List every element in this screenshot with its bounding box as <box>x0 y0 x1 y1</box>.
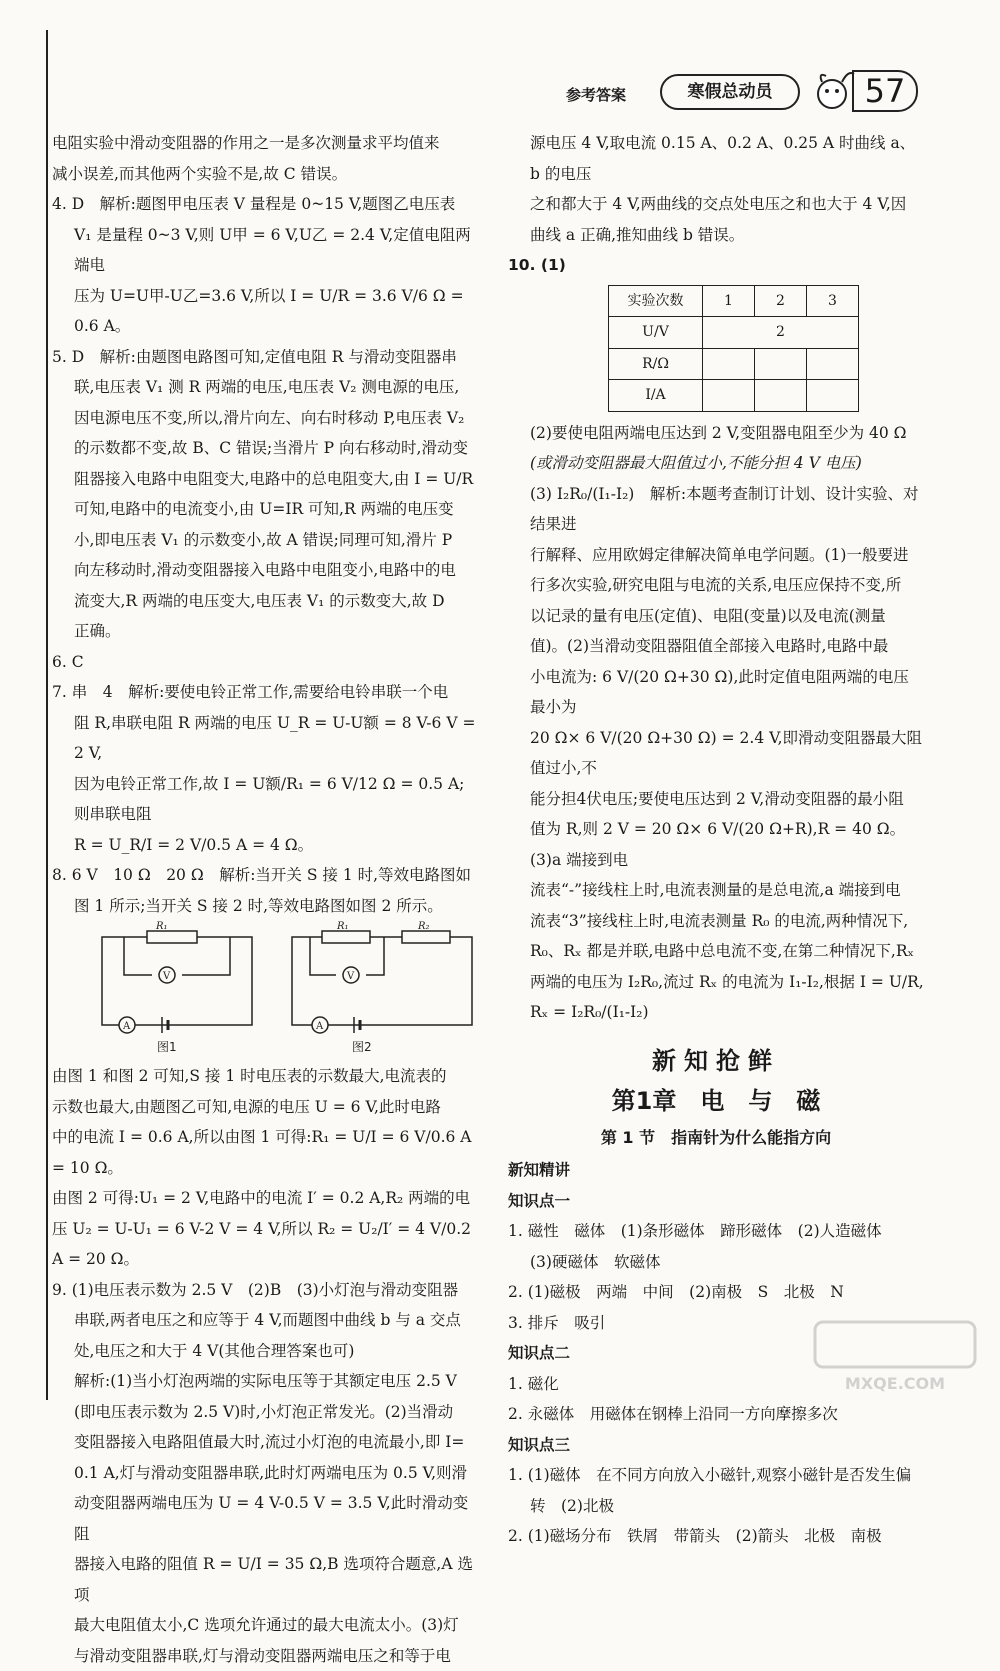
subheading: 知识点一 <box>508 1186 924 1217</box>
text-line: 两端的电压为 I₂R₀,流过 Rₓ 的电流为 I₁-I₂,根据 I = U/R, <box>508 967 924 998</box>
text-line: 动变阻器两端电压为 U = 4 V-0.5 V = 3.5 V,此时滑动变阻 <box>52 1488 478 1549</box>
text-line: 由图 2 可得:U₁ = 2 V,电路中的电流 I′ = 0.2 A,R₂ 两端的电 <box>52 1183 478 1214</box>
text-line: 20 Ω× 6 V/(20 Ω+30 Ω) = 2.4 V,即滑动变阻器最大阻值过小,不 <box>508 723 924 784</box>
text-line: 之和都大于 4 V,两曲线的交点处电压之和也大于 4 V,因 <box>508 189 924 220</box>
table-row <box>609 317 859 349</box>
text-line: 2. (1)磁场分布 铁屑 带箭头 (2)箭头 北极 南极 <box>508 1521 924 1552</box>
text-line: 流变大,R 两端的电压变大,电压表 V₁ 的示数变大,故 D <box>52 586 478 617</box>
subheading: 知识点三 <box>508 1430 924 1461</box>
watermark-text: MXQE.COM <box>845 1374 945 1393</box>
text-line: 行多次实验,研究电阻与电流的关系,电压应保持不变,所 <box>508 570 924 601</box>
chapter-title: 第1章 电 与 磁 <box>508 1086 924 1117</box>
subheading: 新知精讲 <box>508 1155 924 1186</box>
text-line: R = U_R/I = 2 V/0.5 A = 4 Ω。 <box>52 830 478 861</box>
svg-text:A: A <box>315 1021 324 1032</box>
svg-text:R₂: R₂ <box>417 921 430 932</box>
circuit-diagrams-svg <box>52 927 478 1057</box>
table-cell <box>755 348 807 380</box>
text-line: (2)要使电阻两端电压达到 2 V,变阻器电阻至少为 40 Ω <box>508 418 924 449</box>
text-line: 可知,电路中的电流变小,由 U=IR 可知,R 两端的电压变 <box>52 494 478 525</box>
left-column <box>52 128 478 1671</box>
table-cell <box>807 380 859 412</box>
text-line: 阻器接入电路中电阻变大,电路中的总电阻变大,由 I = U/R <box>52 464 478 495</box>
text-line: 2. (1)磁极 两端 中间 (2)南极 S 北极 N <box>508 1277 924 1308</box>
text-line: 1. 磁化 <box>508 1369 924 1400</box>
question-10-label: 10. (1) <box>508 250 924 281</box>
svg-text:V: V <box>162 971 171 982</box>
text-line: 与滑动变阻器串联,灯与滑动变阻器两端电压之和等于电 <box>52 1641 478 1671</box>
svg-text:A: A <box>122 1021 131 1032</box>
text-line: 串联,两者电压之和应等于 4 V,而题图中曲线 b 与 a 交点 <box>52 1305 478 1336</box>
table-cell: 1 <box>703 285 755 317</box>
lesson-title: 第 1 节 指南针为什么能指方向 <box>508 1123 924 1154</box>
table-row <box>609 380 859 412</box>
mascot-icon <box>808 66 856 114</box>
table-cell <box>703 348 755 380</box>
text-line: V₁ 是量程 0~3 V,则 U甲 = 6 V,U乙 = 2.4 V,定值电阻两端电 <box>52 220 478 281</box>
text-line: 中的电流 I = 0.6 A,所以由图 1 可得:R₁ = U/I = 6 V/0.6 A = 10 Ω。 <box>52 1122 478 1183</box>
table-row <box>609 348 859 380</box>
text-line: (3) I₂R₀/(I₁-I₂) 解析:本题考查制订计划、设计实验、对结果进 <box>508 479 924 540</box>
text-line: (3)硬磁体 软磁体 <box>508 1247 924 1278</box>
text-line: 3. 排斥 吸引 <box>508 1308 924 1339</box>
text-line: 解析:(1)当小灯泡两端的实际电压等于其额定电压 2.5 V <box>52 1366 478 1397</box>
table-cell: I/A <box>609 380 703 412</box>
page-spine-line <box>46 30 48 1400</box>
text-line: 因为电铃正常工作,故 I = U额/R₁ = 6 V/12 Ω = 0.5 A;则串联电阻 <box>52 769 478 830</box>
text-line: 电阻实验中滑动变阻器的作用之一是多次测量求平均值来 <box>52 128 478 159</box>
text-line: 9. (1)电压表示数为 2.5 V (2)B (3)小灯泡与滑动变阻器 <box>52 1275 478 1306</box>
header-book-title: 寒假总动员 <box>660 74 800 110</box>
text-line: 流表“3”接线柱上时,电流表测量 R₀ 的电流,两种情况下, <box>508 906 924 937</box>
section-title: 新知抢鲜 <box>508 1046 924 1077</box>
text-line: 源电压 4 V,取电流 0.15 A、0.2 A、0.25 A 时曲线 a、b 的电压 <box>508 128 924 189</box>
table-cell: R/Ω <box>609 348 703 380</box>
text-line: 8. 6 V 10 Ω 20 Ω 解析:当开关 S 接 1 时,等效电路图如 <box>52 860 478 891</box>
page-header <box>560 60 940 120</box>
text-line: 4. D 解析:题图甲电压表 V 量程是 0~15 V,题图乙电压表 <box>52 189 478 220</box>
text-line: 器接入电路的阻值 R = U/I = 35 Ω,B 选项符合题意,A 选项 <box>52 1549 478 1610</box>
text-line: 能分担4伏电压;要使电压达到 2 V,滑动变阻器的最小阻 <box>508 784 924 815</box>
text-line: 向左移动时,滑动变阻器接入电路中电阻变小,电路中的电 <box>52 555 478 586</box>
text-line: 值)。(2)当滑动变阻器阻值全部接入电路时,电路中最 <box>508 631 924 662</box>
text-line: 图 1 所示;当开关 S 接 2 时,等效电路图如图 2 所示。 <box>52 891 478 922</box>
text-line: 7. 串 4 解析:要使电铃正常工作,需要给电铃串联一个电 <box>52 677 478 708</box>
text-line: 的示数都不变,故 B、C 错误;当滑片 P 向右移动时,滑动变 <box>52 433 478 464</box>
text-line: 阻 R,串联电阻 R 两端的电压 U_R = U-U额 = 8 V-6 V = 2 V, <box>52 708 478 769</box>
table-cell: 2 <box>755 285 807 317</box>
text-line: 处,电压之和大于 4 V(其他合理答案也可) <box>52 1336 478 1367</box>
text-line: 1. 磁性 磁体 (1)条形磁体 蹄形磁体 (2)人造磁体 <box>508 1216 924 1247</box>
text-line: Rₓ = I₂R₀/(I₁-I₂) <box>508 997 924 1028</box>
text-line: 因电源电压不变,所以,滑片向左、向右时移动 P,电压表 V₂ <box>52 403 478 434</box>
watermark-logo-icon <box>810 1317 980 1397</box>
text-line: (即电压表示数为 2.5 V)时,小灯泡正常发光。(2)当滑动 <box>52 1397 478 1428</box>
text-line: 变阻器接入电路阻值最大时,流过小灯泡的电流最小,即 I= <box>52 1427 478 1458</box>
text-line: 流表“-”接线柱上时,电流表测量的是总电流,a 端接到电 <box>508 875 924 906</box>
table-cell: U/V <box>609 317 703 349</box>
text-line: 5. D 解析:由题图电路图可知,定值电阻 R 与滑动变阻器串 <box>52 342 478 373</box>
text-line: 最大电阻值太小,C 选项允许通过的最大电流太小。(3)灯 <box>52 1610 478 1641</box>
text-line: 小电流为: 6 V/(20 Ω+30 Ω),此时定值电阻两端的电压最小为 <box>508 662 924 723</box>
svg-text:R₁: R₁ <box>336 921 349 932</box>
table-cell: 2 <box>703 317 859 349</box>
experiment-table <box>608 285 859 412</box>
text-line: R₀、Rₓ 都是并联,电路中总电流不变,在第二种情况下,Rₓ <box>508 936 924 967</box>
text-line: 6. C <box>52 647 478 678</box>
text-line: 由图 1 和图 2 可知,S 接 1 时电压表的示数最大,电流表的 <box>52 1061 478 1092</box>
table-cell <box>755 380 807 412</box>
text-line: 压为 U=U甲-U乙=3.6 V,所以 I = U/R = 3.6 V/6 Ω = 0.6 A。 <box>52 281 478 342</box>
circuit-figures <box>52 927 478 1057</box>
table-header-row <box>609 285 859 317</box>
text-line: 减小误差,而其他两个实验不是,故 C 错误。 <box>52 159 478 190</box>
text-line: 0.1 A,灯与滑动变阻器串联,此时灯两端电压为 0.5 V,则滑 <box>52 1458 478 1489</box>
text-line: 值为 R,则 2 V = 20 Ω× 6 V/(20 Ω+R),R = 40 Ω。(3)a 端接到电 <box>508 814 924 875</box>
table-cell <box>703 380 755 412</box>
text-line: 联,电压表 V₁ 测 R 两端的电压,电压表 V₂ 测电源的电压, <box>52 372 478 403</box>
page-number: 57 <box>852 70 918 112</box>
text-line: (或滑动变阻器最大阻值过小,不能分担 4 V 电压) <box>508 448 924 479</box>
text-line: 示数也最大,由题图乙可知,电源的电压 U = 6 V,此时电路 <box>52 1092 478 1123</box>
text-line: 以记录的量有电压(定值)、电阻(变量)以及电流(测量 <box>508 601 924 632</box>
subheading: 知识点二 <box>508 1338 924 1369</box>
text-line: 1. (1)磁体 在不同方向放入小磁针,观察小磁针是否发生偏 <box>508 1460 924 1491</box>
text-line: 2. 永磁体 用磁体在钢棒上沿同一方向摩擦多次 <box>508 1399 924 1430</box>
text-line: 转 (2)北极 <box>508 1491 924 1522</box>
header-label: 参考答案 <box>566 84 626 105</box>
table-cell: 3 <box>807 285 859 317</box>
text-line: 正确。 <box>52 616 478 647</box>
svg-text:V: V <box>346 971 355 982</box>
text-line: 小,即电压表 V₁ 的示数变小,故 A 错误;同理可知,滑片 P <box>52 525 478 556</box>
text-line: 行解释、应用欧姆定律解决简单电学问题。(1)一般要进 <box>508 540 924 571</box>
fig2-label: 图2 <box>352 1040 372 1054</box>
table-cell: 实验次数 <box>609 285 703 317</box>
fig1-label: 图1 <box>157 1040 177 1054</box>
text-line: 曲线 a 正确,推知曲线 b 错误。 <box>508 220 924 251</box>
text-line: 压 U₂ = U-U₁ = 6 V-2 V = 4 V,所以 R₂ = U₂/I′ = 4 V/0.2 A = 20 Ω。 <box>52 1214 478 1275</box>
svg-text:R₁: R₁ <box>155 921 168 932</box>
table-cell <box>807 348 859 380</box>
